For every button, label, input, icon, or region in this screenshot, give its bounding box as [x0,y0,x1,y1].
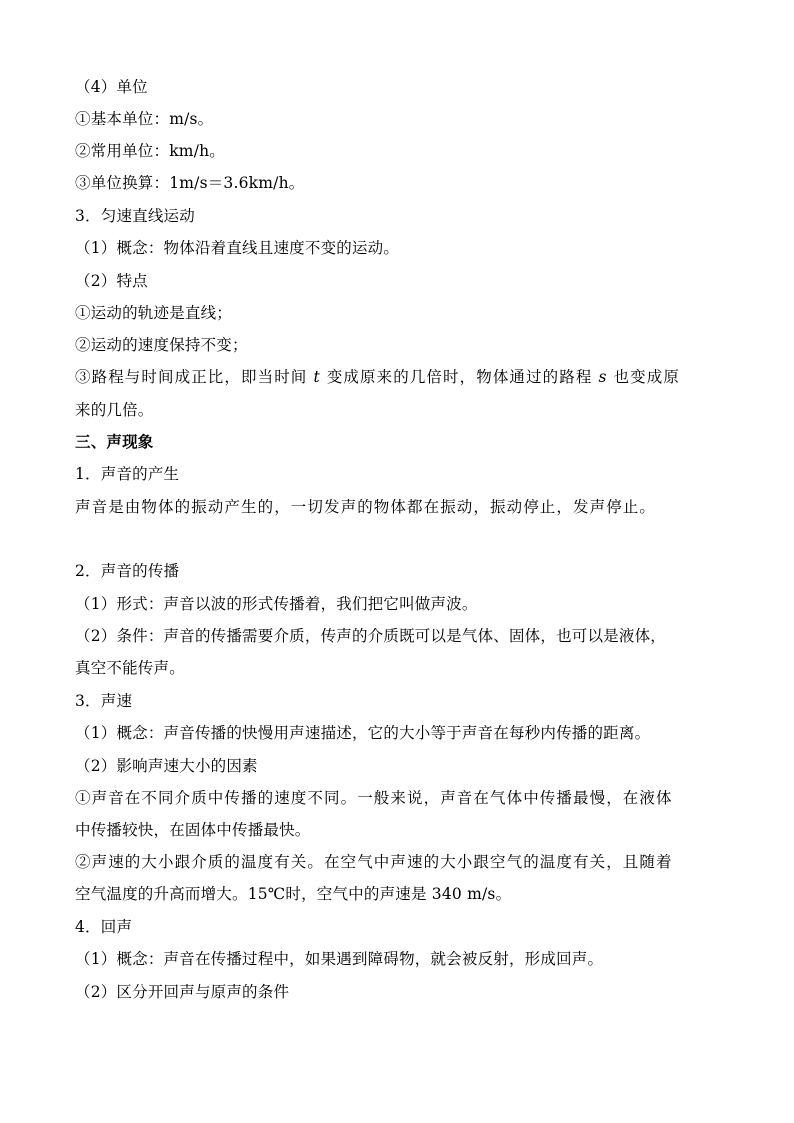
feature-proportion-part-1: ③路程与时间成正比，即当时间 [75,368,308,386]
feature-proportion-part-2: 变成原来的几倍时，物体通过的路程 [326,368,593,386]
factor-temperature: ②声速的大小跟介质的温度有关。在空气中声速的大小跟空气的温度有关，且随着 [75,853,673,871]
uniform-motion-concept: （1）概念：物体沿着直线且速度不变的运动。 [75,239,400,257]
heading-unit: （4）单位 [75,78,148,96]
factor-medium-continued: 中传播较快，在固体中传播最快。 [75,821,311,839]
section-heading-sound: 三、声现象 [75,432,154,451]
sound-production-text: 声音是由物体的振动产生的，一切发声的物体都在振动，振动停止，发声停止。 [75,498,657,516]
factor-medium: ①声音在不同介质中传播的速度不同。一般来说，声音在气体中传播最慢，在液体 [75,789,673,807]
heading-sound-speed: 3．声速 [75,692,133,710]
feature-speed: ②运动的速度保持不变； [75,336,248,354]
heading-features: （2）特点 [75,272,148,290]
sound-speed-concept: （1）概念：声音传播的快慢用声速描述，它的大小等于声音在每秒内传播的距离。 [75,724,651,742]
basic-unit-line: ①基本单位：m/s。 [75,110,214,128]
variable-s: s [598,368,608,386]
feature-proportion-continued: 来的几倍。 [75,401,154,419]
heading-uniform-motion: 3．匀速直线运动 [75,207,195,225]
heading-sound-production: 1．声音的产生 [75,465,180,483]
heading-speed-factors: （2）影响声速大小的因素 [75,757,258,775]
propagation-condition: （2）条件：声音的传播需要介质，传声的介质既可以是气体、固体，也可以是液体， [75,627,666,645]
common-unit-line: ②常用单位：km/h。 [75,142,225,160]
feature-trajectory: ①运动的轨迹是直线； [75,304,233,322]
feature-proportion [75,367,725,387]
echo-concept: （1）概念：声音在传播过程中，如果遇到障碍物，就会被反射，形成回声。 [75,950,604,968]
echo-condition-heading: （2）区分开回声与原声的条件 [75,983,290,1001]
unit-conversion-line: ③单位换算：1m/s＝3.6km/h。 [75,174,305,192]
factor-temperature-continued: 空气温度的升高而增大。15℃时，空气中的声速是 340 m/s。 [75,885,512,903]
propagation-form: （1）形式：声音以波的形式传播着，我们把它叫做声波。 [75,595,478,613]
feature-proportion-part-3: 也变成原 [613,368,680,386]
heading-echo: 4．回声 [75,918,133,936]
variable-t: t [313,368,321,386]
propagation-condition-continued: 真空不能传声。 [75,659,185,677]
heading-sound-propagation: 2．声音的传播 [75,562,180,580]
